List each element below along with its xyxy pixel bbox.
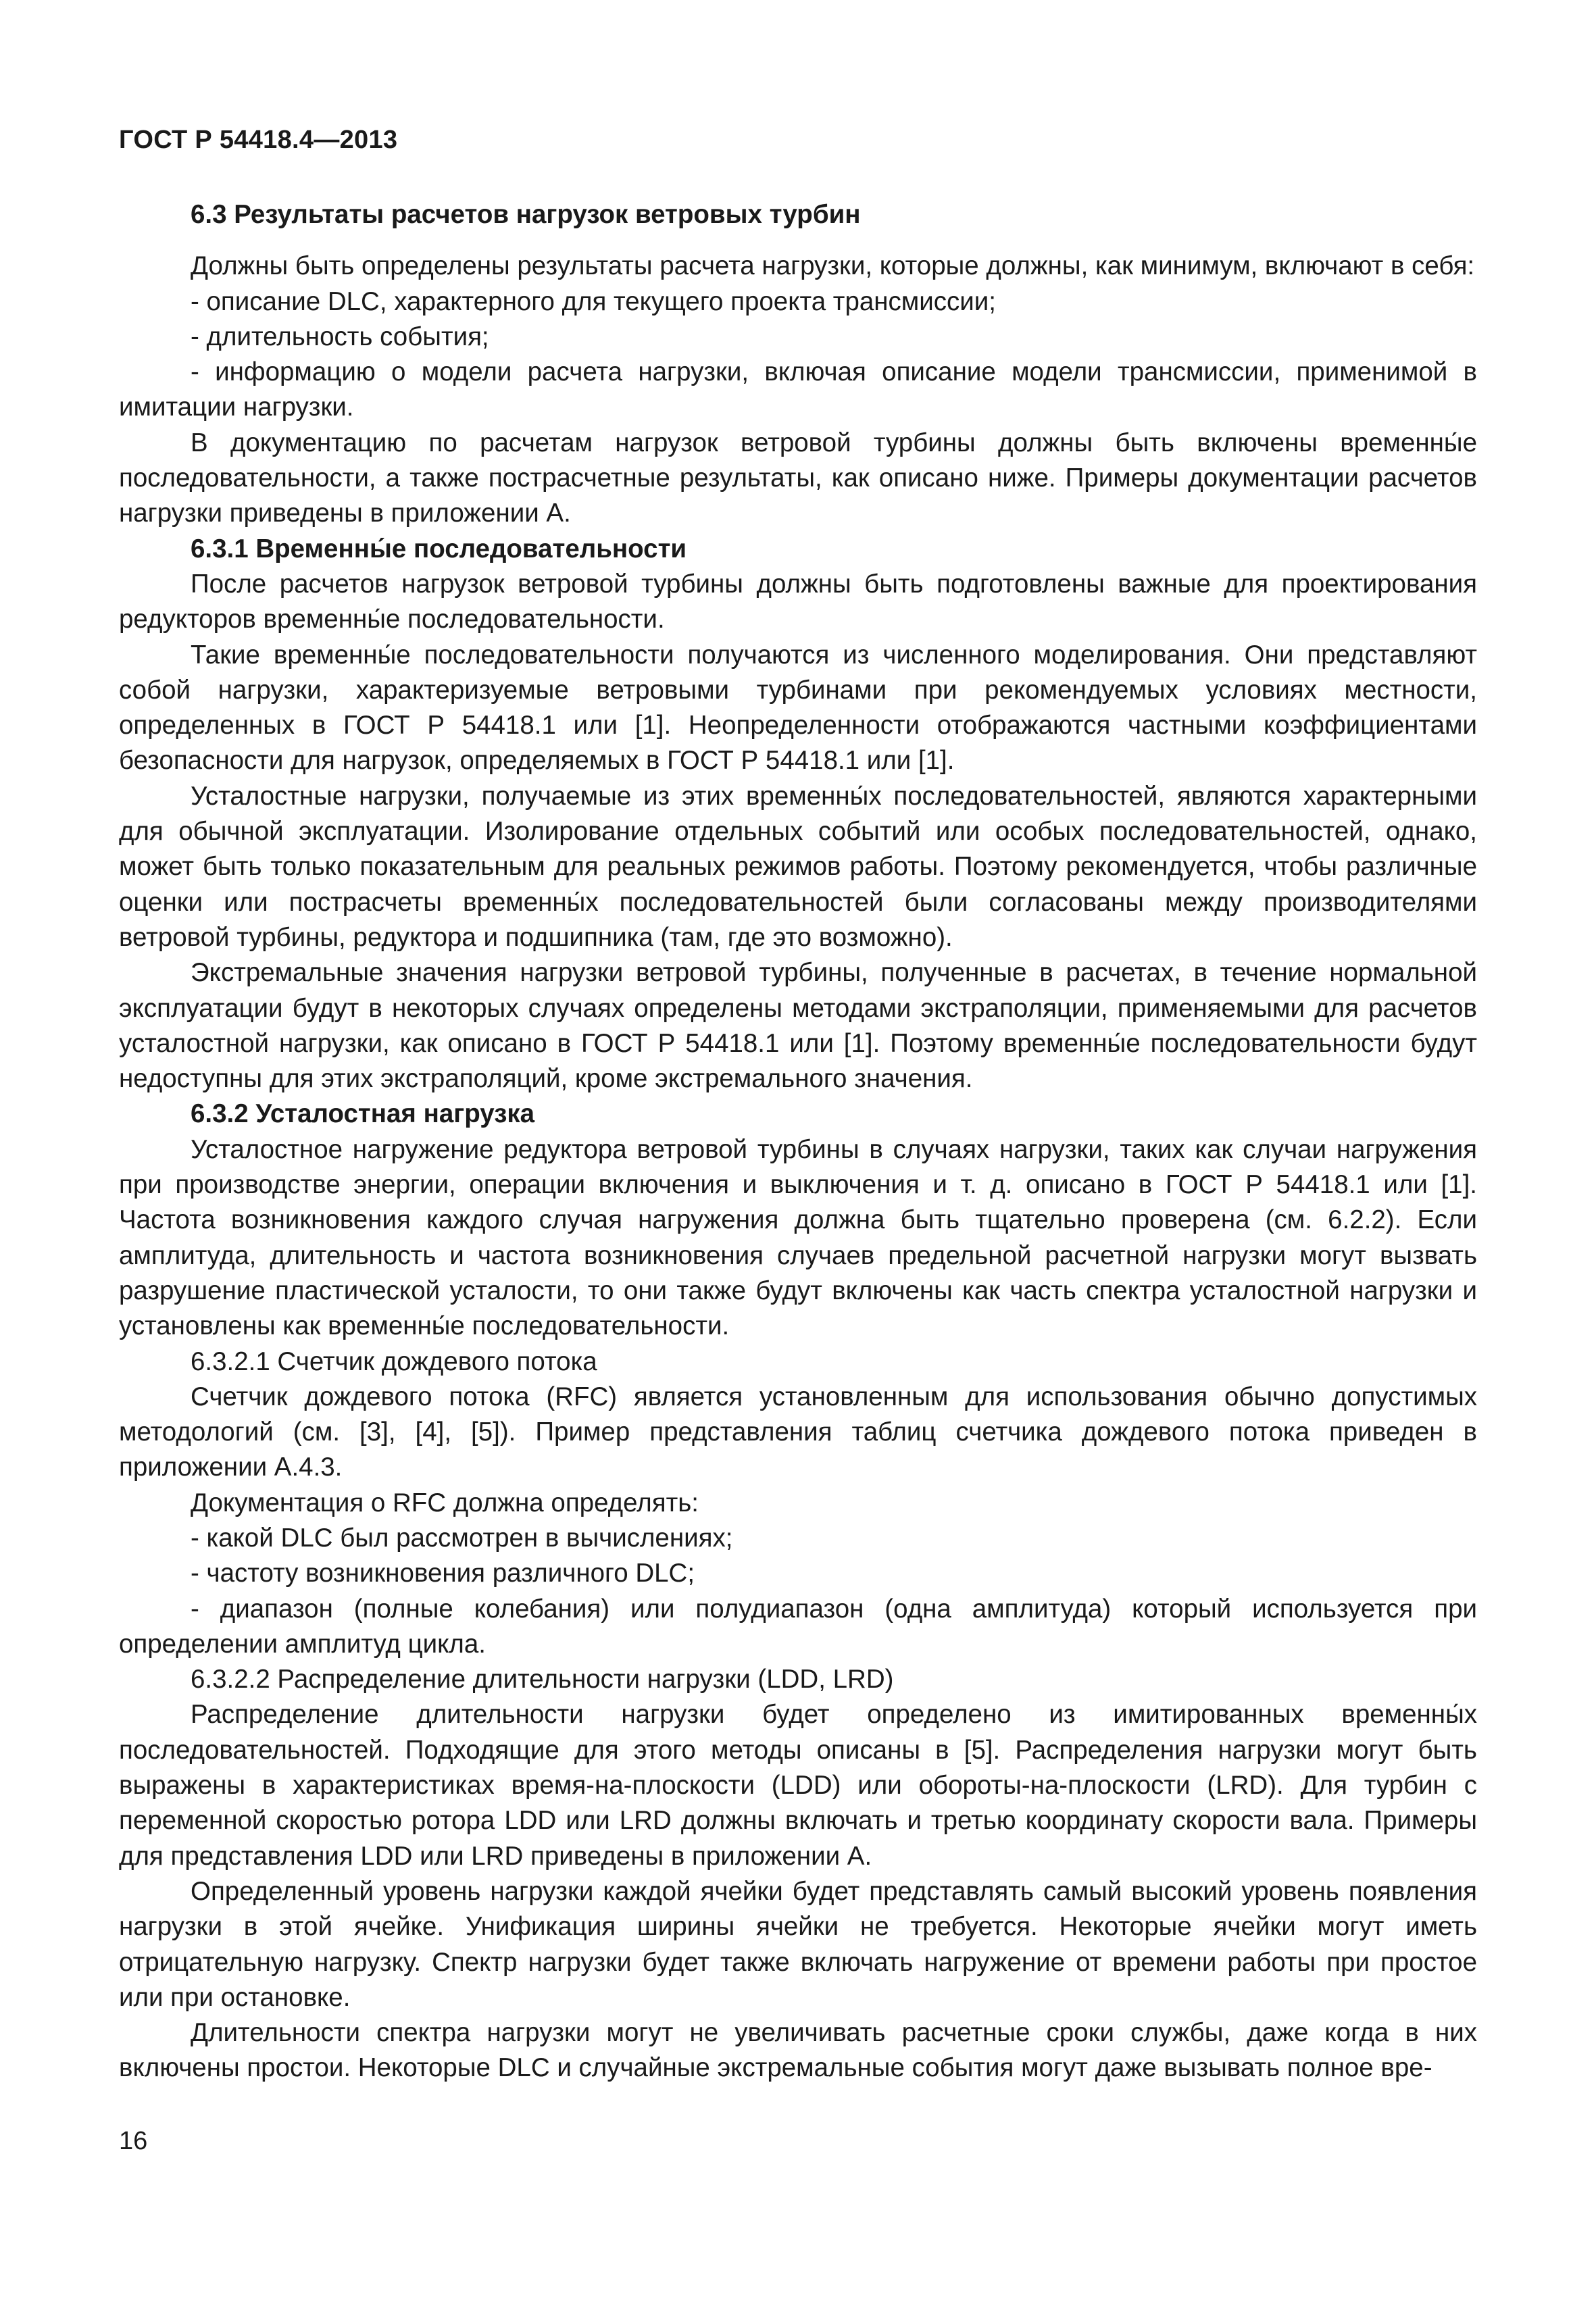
subsection-heading: 6.3.2 Усталостная нагрузка: [191, 1099, 535, 1129]
paragraph: Длительности спектра нагрузки могут не увеличивать расчетные сроки службы, даже когда в них включены простои. Некоторые DLC и случайные экстремальные события могут даже вызывать полное вре-: [119, 2018, 1477, 2083]
paragraph: - длительность события;: [191, 322, 489, 351]
section-heading: 6.3 Результаты расчетов нагрузок ветровых турбин: [191, 200, 861, 229]
paragraph: Должны быть определены результаты расчета нагрузки, которые должны, как минимум, включают в себя:: [191, 251, 1475, 281]
paragraph: После расчетов нагрузок ветровой турбины должны быть подготовлены важные для проектирования редукторов временны́е последовательности.: [119, 569, 1477, 634]
paragraph: Документация о RFC должна определять:: [191, 1488, 699, 1517]
page-number: 16: [119, 2127, 148, 2155]
paragraph: - описание DLC, характерного для текущего проекта трансмиссии;: [191, 286, 996, 316]
paragraph: Определенный уровень нагрузки каждой ячейки будет представлять самый высокий уровень появления нагрузки в этой ячейке. Унификация ширины ячейки не требуется. Некоторые ячейки могут иметь отрицательную нагрузку. Спектр нагрузки будет также включать нагружение от времени работы при простое или при остановке.: [119, 1876, 1477, 2012]
document-header: ГОСТ Р 54418.4—2013: [119, 126, 398, 154]
paragraph: - какой DLC был рассмотрен в вычислениях;: [191, 1523, 733, 1553]
paragraph: Усталостные нагрузки, получаемые из этих временны́х последовательностей, являются характерными для обычной эксплуатации. Изолирование отдельных событий или особых последовательностей, однако, может быть только показательным для реальных режимов работы. Поэтому рекомендуется, чтобы различные оценки или пострасчеты временны́х последовательностей были согласованы между производителями ветровой турбины, редуктора и подшипника (там, где это возможно).: [119, 781, 1477, 952]
paragraph: В документацию по расчетам нагрузок ветровой турбины должны быть включены временны́е последовательности, а также пострасчетные результаты, как описано ниже. Примеры документации расчетов нагрузки приведены в приложении А.: [119, 428, 1477, 528]
paragraph: - информацию о модели расчета нагрузки, включая описание модели трансмиссии, применимой в имитации нагрузки.: [119, 357, 1477, 422]
paragraph: - диапазон (полные колебания) или полудиапазон (одна амплитуда) который используется при определении амплитуд цикла.: [119, 1594, 1477, 1659]
paragraph: Экстремальные значения нагрузки ветровой турбины, полученные в расчетах, в течение нормальной эксплуатации будут в некоторых случаях определены методами экстраполяции, применяемыми для расчетов усталостной нагрузки, как описано в ГОСТ Р 54418.1 или [1]. Поэтому временны́е последовательности будут недоступны для этих экстраполяций, кроме экстремального значения.: [119, 958, 1477, 1094]
paragraph: Распределение длительности нагрузки будет определено из имитированных временны́х последовательностей. Подходящие для этого методы описаны в [5]. Распределения нагрузки могут быть выражены в характеристиках время-на-плоскости (LDD) или обороты-на-плоскости (LRD). Для турбин с переменной скоростью ротора LDD или LRD должны включать и третью координату скорости вала. Примеры для представления LDD или LRD приведены в приложении А.: [119, 1700, 1477, 1871]
subsection-heading: 6.3.1 Временны́е последовательности: [191, 534, 687, 563]
paragraph: Такие временны́е последовательности получаются из численного моделирования. Они представляют собой нагрузки, характеризуемые ветровыми турбинами при рекомендуемых условиях местности, определенных в ГОСТ Р 54418.1 или [1]. Неопределенности отображаются частными коэффициентами безопасности для нагрузок, определяемых в ГОСТ Р 54418.1 или [1].: [119, 640, 1477, 776]
paragraph: Счетчик дождевого потока (RFC) является установленным для использования обычно допустимых методологий (см. [3], [4], [5]). Пример представления таблиц счетчика дождевого потока приведен в приложении А.4.3.: [119, 1382, 1477, 1482]
paragraph: 6.3.2.1 Счетчик дождевого потока: [191, 1347, 597, 1376]
paragraph: 6.3.2.2 Распределение длительности нагрузки (LDD, LRD): [191, 1665, 894, 1694]
paragraph: Усталостное нагружение редуктора ветровой турбины в случаях нагрузки, таких как случаи нагружения при производстве энергии, операции включения и выключения и т. д. описано в ГОСТ Р 54418.1 или [1]. Частота возникновения каждого случая нагружения должна быть тщательно проверена (см. 6.2.2). Если амплитуда, длительность и частота возникновения случаев предельной расчетной нагрузки могут вызвать разрушение пластической усталости, то они также будут включены как часть спектра усталостной нагрузки и установлены как временны́е последовательности.: [119, 1134, 1477, 1341]
paragraph: - частоту возникновения различного DLC;: [191, 1559, 695, 1588]
document-body: [119, 197, 1477, 2086]
